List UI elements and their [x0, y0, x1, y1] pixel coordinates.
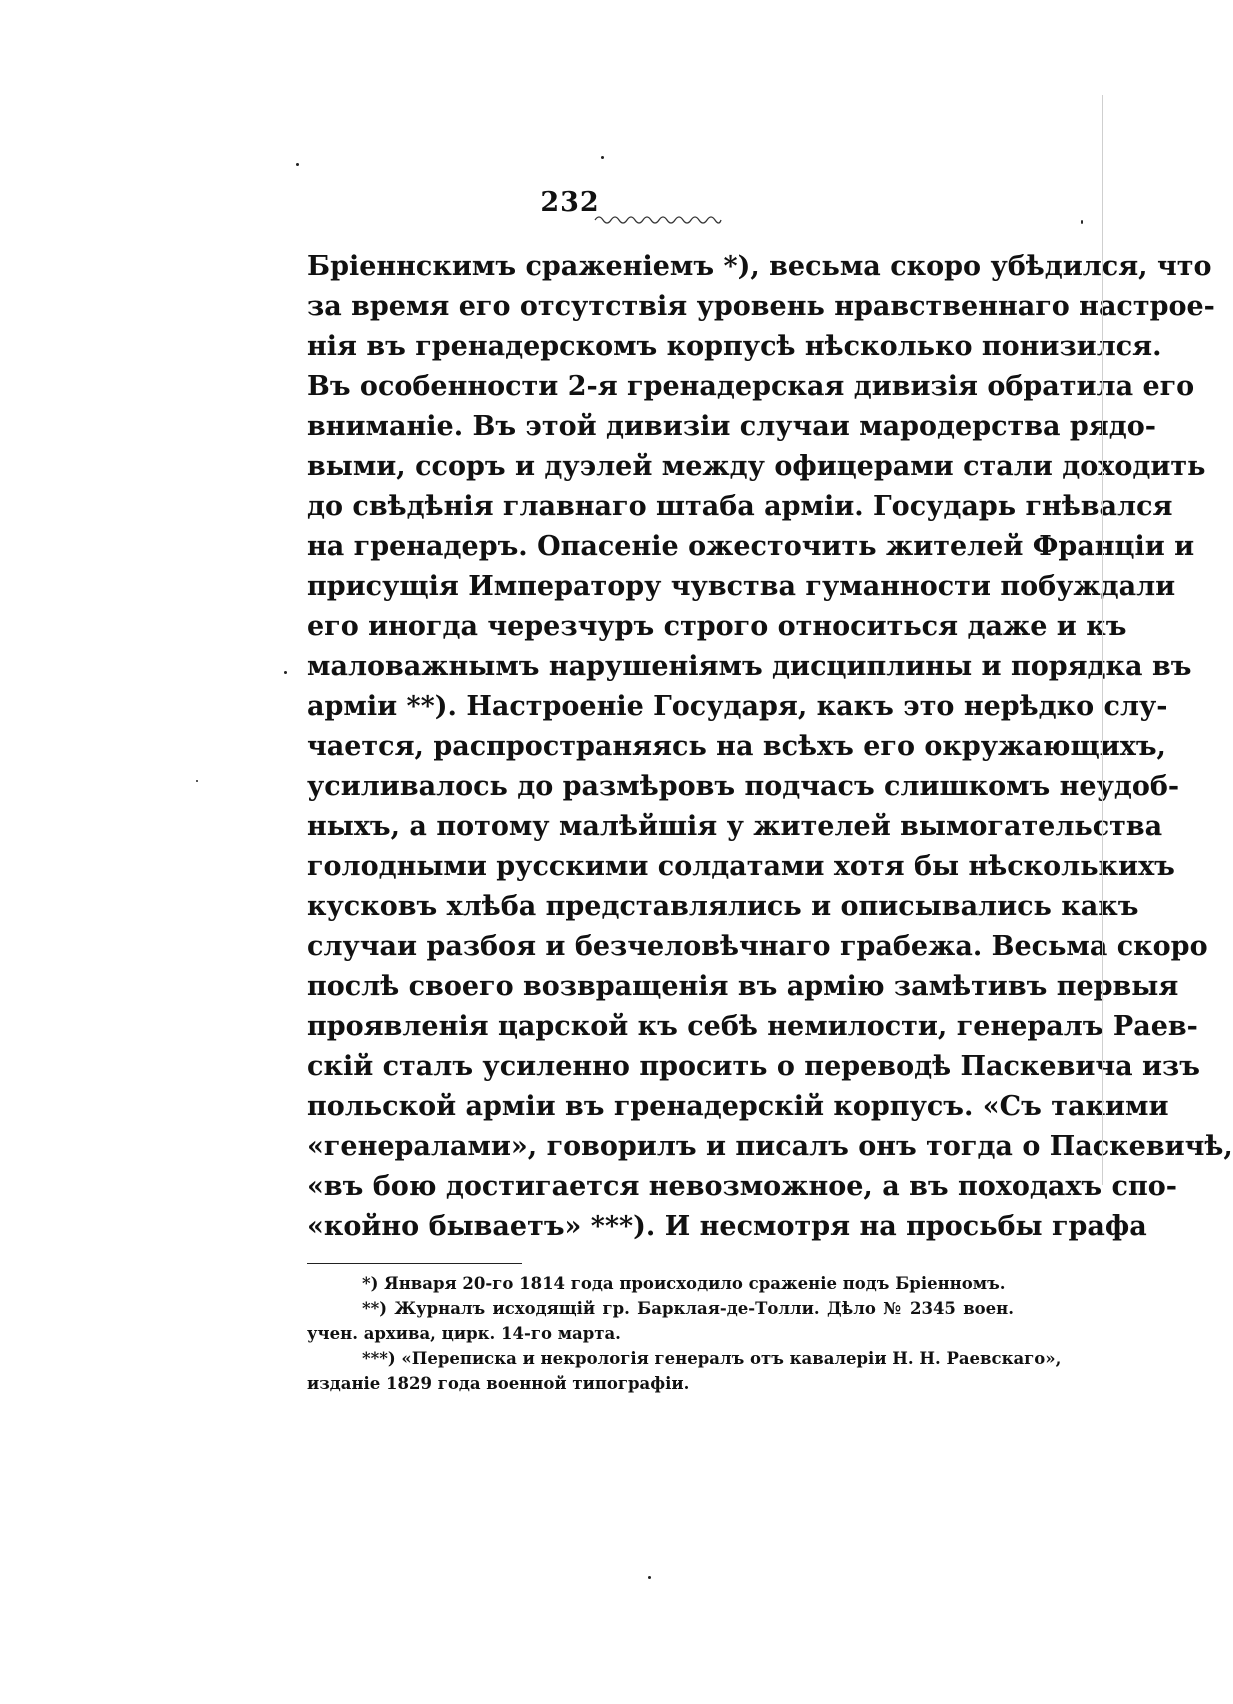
page-number: 232: [540, 187, 600, 218]
footnote-line: *) Января 20-го 1814 года происходило сраженіе подъ Бріенномъ.: [362, 1274, 1006, 1293]
scan-speck: [1081, 220, 1083, 224]
footnote-line: ***) «Переписка и некрологія генералъ отъ кавалеріи Н. Н. Раевскаго»,: [362, 1349, 1062, 1368]
text-line: «въ бою достигается невозможное, а въ походахъ спо-: [307, 1171, 1177, 1202]
footnote-separator: [307, 1263, 522, 1264]
scan-speck: [601, 156, 604, 159]
footnotes-block: [307, 1271, 1062, 1396]
text-line: вниманіе. Въ этой дивизіи случаи мародерства рядо-: [307, 411, 1156, 442]
text-line: усиливалось до размѣровъ подчасъ слишкомъ неудоб-: [307, 771, 1180, 802]
scan-speck: [296, 163, 299, 166]
text-line: его иногда черезчуръ строго относиться даже и къ: [307, 611, 1127, 642]
text-line: «койно бываетъ» ***). И несмотря на просьбы графа: [307, 1211, 1147, 1242]
text-line: ныхъ, а потому малѣйшія у жителей вымогательства: [307, 811, 1163, 842]
scan-speck: [196, 780, 198, 782]
text-line: нія въ гренадерскомъ корпусѣ нѣсколько понизился.: [307, 331, 1162, 362]
text-line: случаи разбоя и безчеловѣчнаго грабежа. Весьма скоро: [307, 931, 1208, 962]
footnote-line: изданіе 1829 года военной типографіи.: [307, 1374, 690, 1393]
footnote-line: **) Журналъ исходящій гр. Барклая-де-Толли. Дѣло № 2345 воен.: [362, 1299, 1014, 1318]
text-line: маловажнымъ нарушеніямъ дисциплины и порядка въ: [307, 651, 1192, 682]
text-line: за время его отсутствія уровень нравственнаго настрое-: [307, 291, 1215, 322]
text-line: послѣ своего возвращенія въ армію замѣтивъ первыя: [307, 971, 1179, 1002]
text-line: до свѣдѣнія главнаго штаба арміи. Государь гнѣвался: [307, 491, 1173, 522]
text-line: на гренадеръ. Опасеніе ожесточить жителей Франціи и: [307, 531, 1195, 562]
text-line: присущія Императору чувства гуманности побуждали: [307, 571, 1176, 602]
text-line: кусковъ хлѣба представлялись и описывались какъ: [307, 891, 1139, 922]
main-text-block: [307, 247, 1233, 1247]
text-line: Бріеннскимъ сраженіемъ *), весьма скоро убѣдился, что: [307, 251, 1212, 282]
footnote-line: учен. архива, цирк. 14-го марта.: [307, 1324, 621, 1343]
text-line: проявленія царской къ себѣ немилости, генералъ Раев-: [307, 1011, 1198, 1042]
page-number-underline-ornament: [595, 214, 721, 226]
text-line: выми, ссоръ и дуэлей между офицерами стали доходить: [307, 451, 1206, 482]
scan-speck: [284, 671, 287, 674]
text-line: «генералами», говорилъ и писалъ онъ тогда о Паскевичѣ,: [307, 1131, 1233, 1162]
text-line: голодными русскими солдатами хотя бы нѣсколькихъ: [307, 851, 1175, 882]
page-edge-shadow: [1102, 95, 1103, 1185]
scan-speck: [648, 1576, 651, 1579]
text-line: польской арміи въ гренадерскій корпусъ. «Съ такими: [307, 1091, 1169, 1122]
text-line: скій сталъ усиленно просить о переводѣ Паскевича изъ: [307, 1051, 1200, 1082]
text-line: Въ особенности 2-я гренадерская дивизія обратила его: [307, 371, 1195, 402]
text-line: чается, распространяясь на всѣхъ его окружающихъ,: [307, 731, 1166, 762]
text-line: арміи **). Настроеніе Государя, какъ это нерѣдко слу-: [307, 691, 1168, 722]
